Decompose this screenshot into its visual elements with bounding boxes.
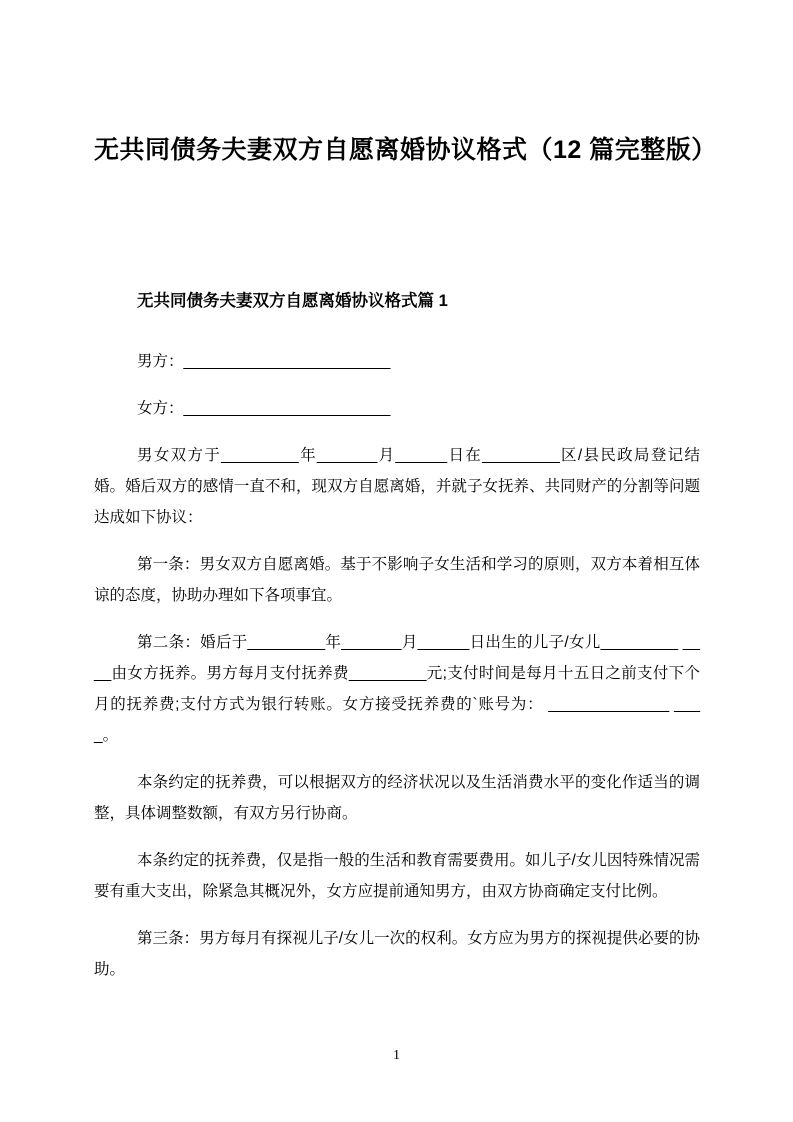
page-number: 1 — [393, 1048, 400, 1063]
husband-name-blank-line: 男方：________________________ — [137, 353, 391, 370]
intro-paragraph: 男女双方于_________年_______月______日在_________区/县民政局登记结婚。婚后双方的感情一直不和，现双方自愿离婚，并就子女抚养、共同财产的分割等问题达成如下协议： — [94, 447, 700, 526]
section-heading-part-1: 无共同债务夫妻双方自愿离婚协议格式篇 1 — [137, 292, 448, 310]
clause-3-paragraph: 第三条：男方每月有探视儿子/女儿一次的权利。女方应为男方的探视提供必要的协助。 — [94, 930, 700, 978]
clause-2-paragraph: 第二条：婚后于_________年_______月______日出生的儿子/女儿_________ ____由女方抚养。男方每月支付抚养费_________元;支付时间是每月十五日之前支付下个月的抚养费;支付方式为银行转账。女方接受抚养费的`账号为： ______________ ____。 — [94, 634, 700, 744]
clause-2-special-expense-note: 本条约定的抚养费，仅是指一般的生活和教育需要费用。如儿子/女儿因特殊情况需要有重大支出，除紧急其概况外，女方应提前通知男方，由双方协商确定支付比例。 — [94, 852, 700, 900]
clause-2-adjustment-note: 本条约定的抚养费，可以根据双方的经济状况以及生活消费水平的变化作适当的调整，具体调整数额，有双方另行协商。 — [94, 774, 700, 822]
clause-1-paragraph: 第一条：男女双方自愿离婚。基于不影响子女生活和学习的原则，双方本着相互体谅的态度，协助办理如下各项事宜。 — [94, 556, 700, 604]
wife-name-blank-line: 女方：________________________ — [137, 400, 391, 417]
document-title: 无共同债务夫妻双方自愿离婚协议格式（12 篇完整版） — [94, 136, 717, 164]
